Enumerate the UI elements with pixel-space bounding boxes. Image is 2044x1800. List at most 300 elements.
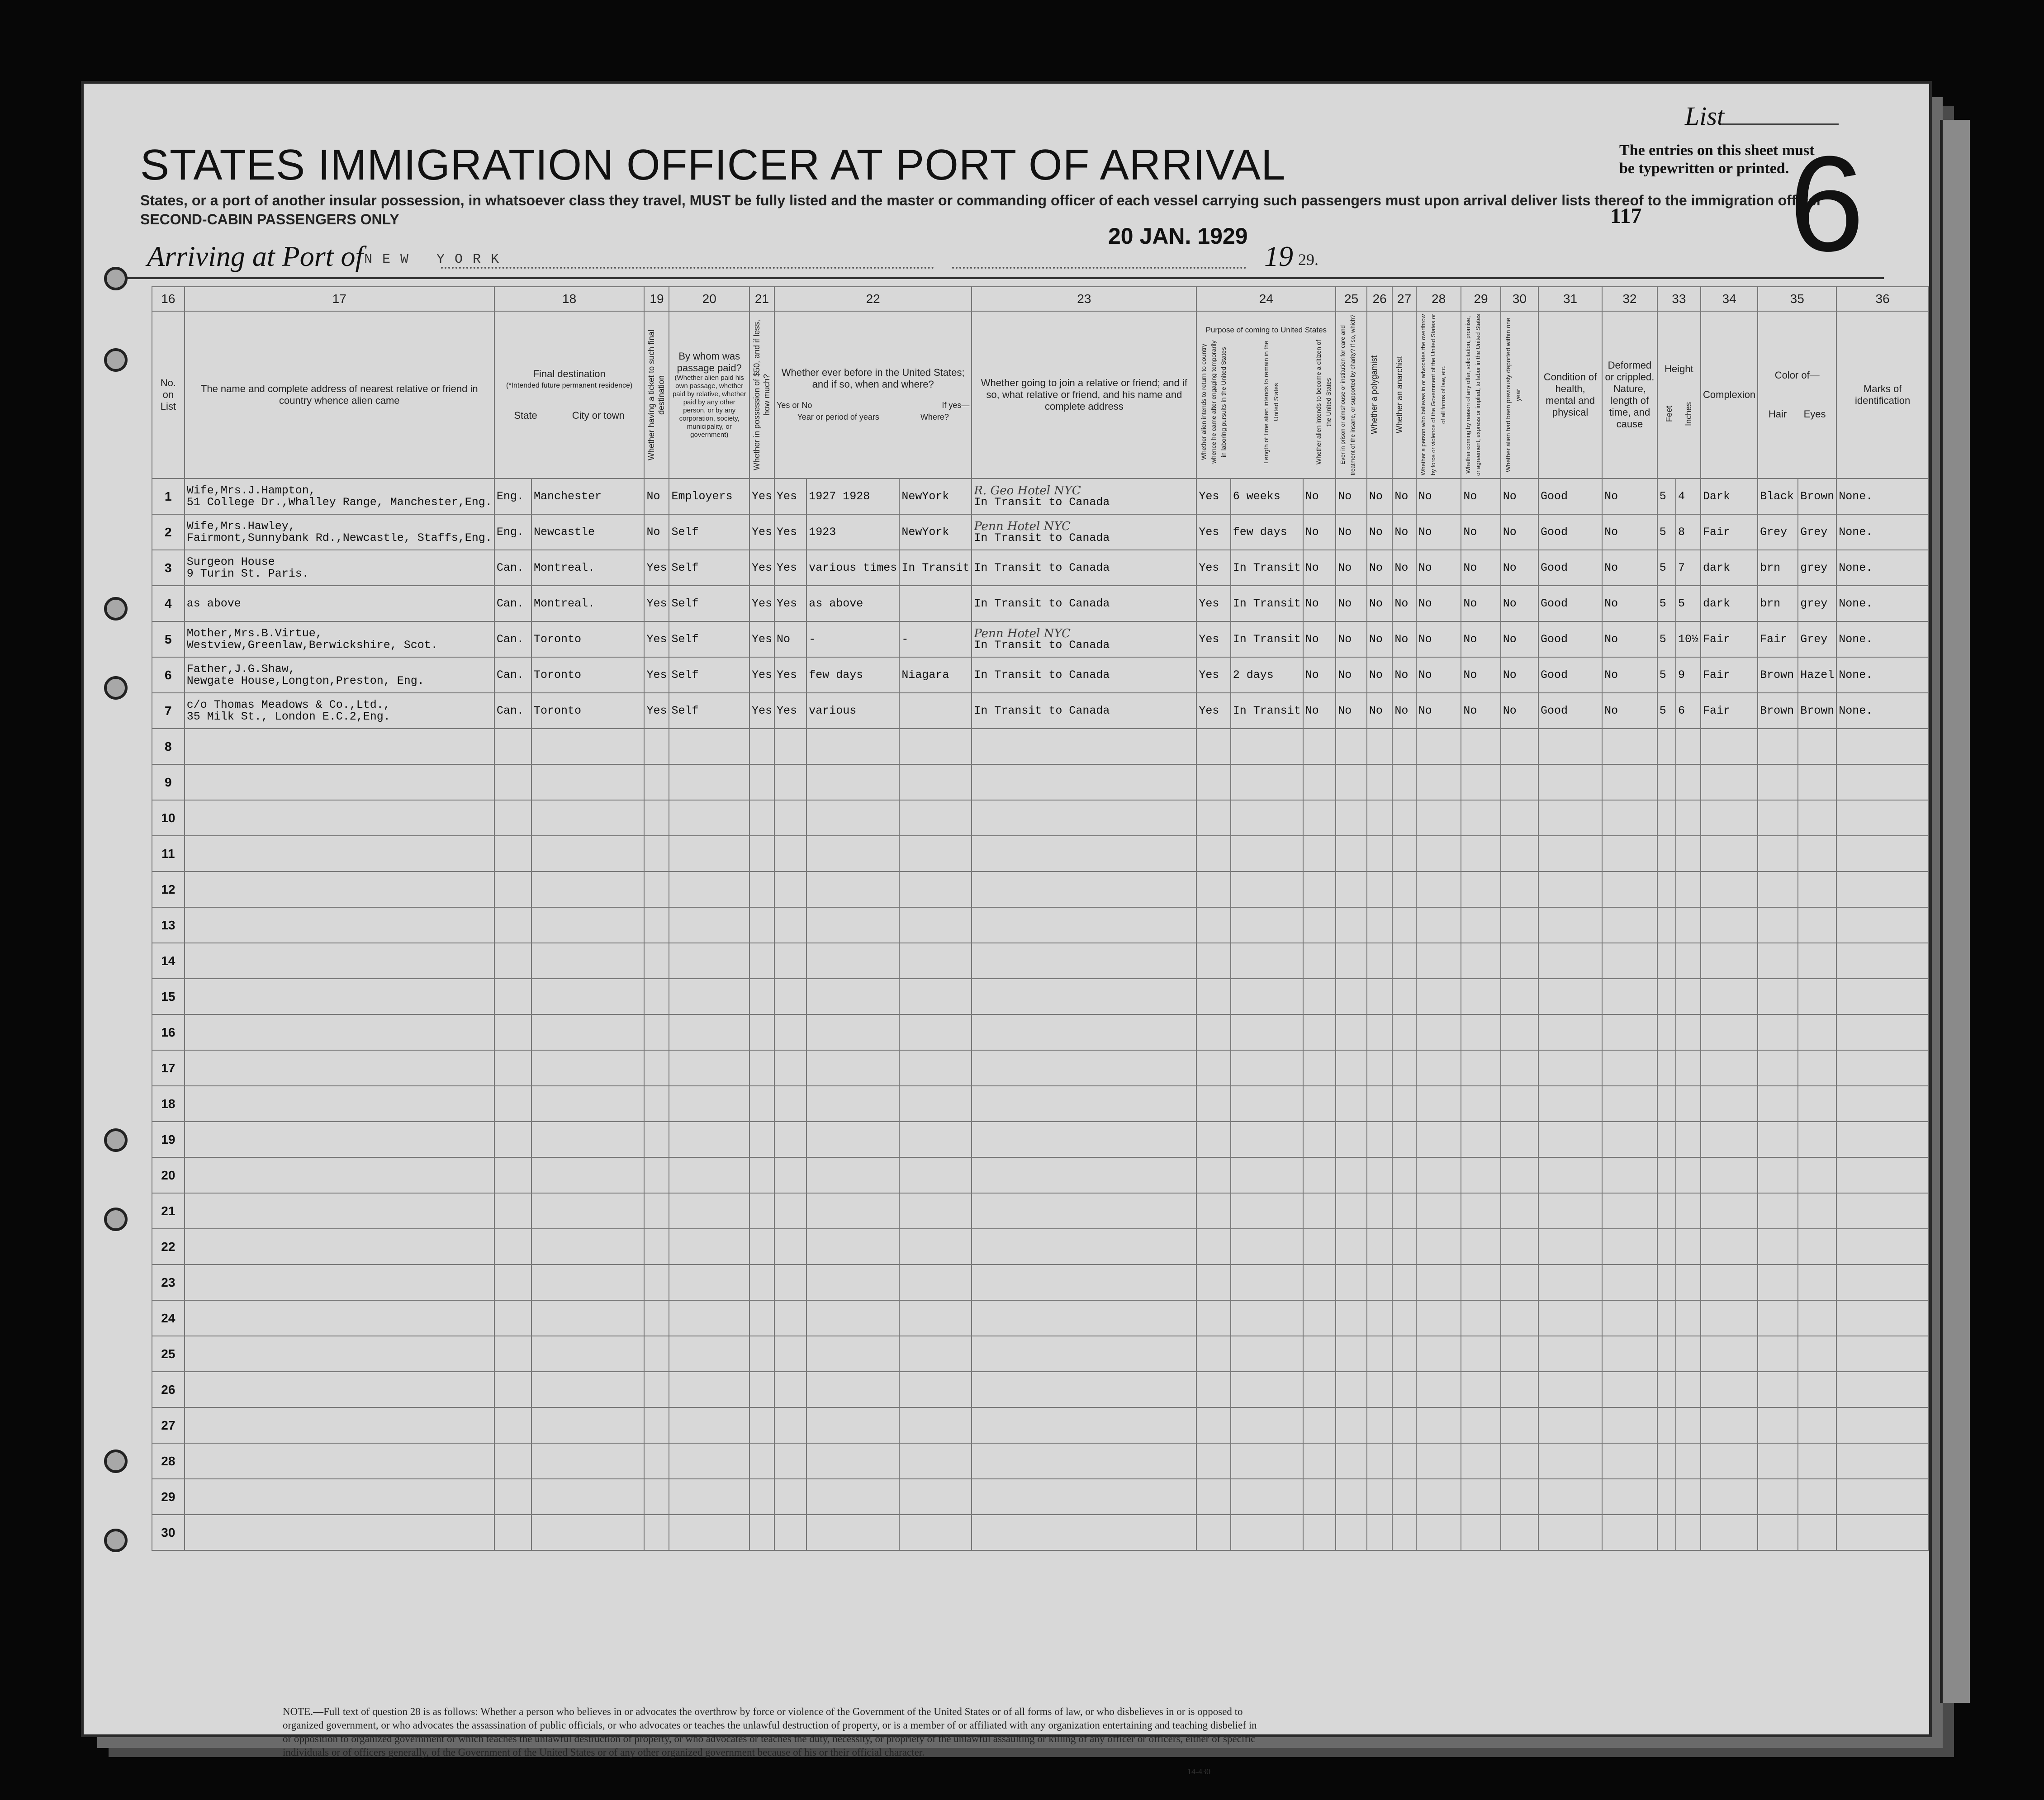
q29-cell: No	[1461, 657, 1500, 693]
empty-cell	[1461, 943, 1500, 979]
empty-cell	[644, 1479, 669, 1515]
empty-cell	[972, 1265, 1196, 1300]
empty-cell	[1392, 1372, 1416, 1407]
empty-cell	[1657, 872, 1676, 907]
nearest-relative-cell: Wife,Mrs.J.Hampton, 51 College Dr.,Whalley Range, Manchester,Eng.	[185, 478, 494, 514]
empty-cell	[972, 1050, 1196, 1086]
poly-cell: No	[1367, 657, 1392, 693]
header-complexion: Complexion	[1701, 311, 1758, 478]
empty-cell	[1758, 1407, 1798, 1443]
manifest-sheet	[84, 84, 1929, 1776]
port-dotted-line	[441, 267, 934, 269]
empty-cell	[1798, 943, 1836, 979]
empty-cell	[1657, 1407, 1676, 1443]
empty-cell	[1303, 979, 1336, 1014]
empty-cell	[1303, 1407, 1336, 1443]
row-number: 17	[152, 1050, 185, 1086]
table-row-empty	[152, 1157, 1929, 1193]
table-row-empty	[152, 979, 1929, 1014]
col-number-33: 33	[1657, 287, 1701, 311]
q29-cell: No	[1461, 478, 1500, 514]
empty-cell	[749, 872, 774, 907]
empty-cell	[1367, 872, 1392, 907]
empty-cell	[644, 729, 669, 764]
empty-cell	[1538, 764, 1602, 800]
empty-cell	[1303, 943, 1336, 979]
empty-cell	[1336, 1265, 1367, 1300]
empty-cell	[1538, 1265, 1602, 1300]
empty-cell	[1758, 979, 1798, 1014]
empty-cell	[1196, 1372, 1230, 1407]
passenger-class-line: SECOND-CABIN PASSENGERS ONLY	[140, 211, 399, 227]
empty-cell	[1367, 979, 1392, 1014]
empty-cell	[749, 1157, 774, 1193]
empty-cell	[1657, 943, 1676, 979]
empty-cell	[806, 1157, 899, 1193]
empty-cell	[1836, 1050, 1929, 1086]
empty-cell	[899, 1229, 972, 1265]
empty-cell	[644, 943, 669, 979]
prison-cell: No	[1336, 478, 1367, 514]
empty-cell	[1538, 1157, 1602, 1193]
empty-cell	[531, 1229, 644, 1265]
before-cell: Yes	[774, 657, 806, 693]
row-number: 24	[152, 1300, 185, 1336]
empty-cell	[806, 943, 899, 979]
empty-cell	[1836, 764, 1929, 800]
anarch-cell: No	[1392, 693, 1416, 729]
anarch-cell: No	[1392, 621, 1416, 657]
citizen-cell: No	[1303, 693, 1336, 729]
empty-cell	[494, 1515, 531, 1550]
empty-cell	[1758, 1300, 1798, 1336]
empty-cell	[1336, 1443, 1367, 1479]
empty-cell	[1367, 1193, 1392, 1229]
col-number-36: 36	[1836, 287, 1929, 311]
deport-cell: No	[1501, 657, 1538, 693]
empty-cell	[1231, 764, 1303, 800]
empty-cell	[1602, 1372, 1657, 1407]
empty-cell	[1798, 764, 1836, 800]
empty-cell	[1602, 943, 1657, 979]
empty-cell	[1501, 764, 1538, 800]
state-cell: Can.	[494, 657, 531, 693]
empty-cell	[1657, 1193, 1676, 1229]
col-number-24: 24	[1196, 287, 1336, 311]
empty-cell	[1461, 1443, 1500, 1479]
empty-cell	[972, 1229, 1196, 1265]
empty-cell	[1657, 1515, 1676, 1550]
empty-cell	[669, 943, 749, 979]
empty-cell	[1676, 1479, 1701, 1515]
ticket-cell: Yes	[644, 586, 669, 621]
empty-cell	[749, 836, 774, 872]
empty-cell	[1538, 800, 1602, 836]
complexion-cell: dark	[1701, 550, 1758, 586]
empty-cell	[749, 1407, 774, 1443]
empty-cell	[1758, 1336, 1798, 1372]
deformed-cell: No	[1602, 586, 1657, 621]
empty-cell	[494, 1050, 531, 1086]
empty-cell	[806, 1193, 899, 1229]
row-number: 10	[152, 800, 185, 836]
empty-cell	[1798, 1265, 1836, 1300]
empty-cell	[774, 1086, 806, 1122]
row-number: 15	[152, 979, 185, 1014]
empty-cell	[1676, 1229, 1701, 1265]
empty-cell	[1701, 1014, 1758, 1050]
empty-cell	[972, 1014, 1196, 1050]
where-cell	[899, 693, 972, 729]
poly-cell: No	[1367, 586, 1392, 621]
empty-cell	[1836, 1122, 1929, 1157]
feet-cell: 5	[1657, 550, 1676, 586]
prison-cell: No	[1336, 621, 1367, 657]
empty-cell	[669, 1157, 749, 1193]
empty-cell	[806, 1407, 899, 1443]
empty-cell	[1538, 1300, 1602, 1336]
table-row-empty	[152, 1407, 1929, 1443]
empty-cell	[669, 1050, 749, 1086]
empty-cell	[1196, 1229, 1230, 1265]
empty-cell	[1416, 872, 1461, 907]
empty-cell	[1336, 872, 1367, 907]
city-cell: Toronto	[531, 693, 644, 729]
row-number: 21	[152, 1193, 185, 1229]
hair-cell: Brown	[1758, 657, 1798, 693]
empty-cell	[1602, 1479, 1657, 1515]
empty-cell	[1701, 1336, 1758, 1372]
col-number-17: 17	[185, 287, 494, 311]
empty-cell	[1392, 764, 1416, 800]
empty-cell	[1231, 1300, 1303, 1336]
empty-cell	[1798, 836, 1836, 872]
row-number: 25	[152, 1336, 185, 1372]
empty-cell	[1416, 979, 1461, 1014]
length-cell: 6 weeks	[1231, 478, 1303, 514]
poly-cell: No	[1367, 514, 1392, 550]
table-row-empty	[152, 1050, 1929, 1086]
empty-cell	[1758, 872, 1798, 907]
col-number-25: 25	[1336, 287, 1367, 311]
hair-cell: Brown	[1758, 693, 1798, 729]
empty-cell	[806, 907, 899, 943]
empty-cell	[1416, 1336, 1461, 1372]
empty-cell	[644, 1443, 669, 1479]
empty-cell	[1538, 1407, 1602, 1443]
empty-cell	[1336, 1300, 1367, 1336]
empty-cell	[1602, 1407, 1657, 1443]
marks-cell: None.	[1836, 621, 1929, 657]
empty-cell	[1758, 1515, 1798, 1550]
empty-cell	[1367, 764, 1392, 800]
empty-cell	[1461, 1014, 1500, 1050]
table-row	[152, 621, 1929, 657]
empty-cell	[1657, 907, 1676, 943]
empty-cell	[1392, 872, 1416, 907]
health-cell: Good	[1538, 478, 1602, 514]
empty-cell	[1836, 836, 1929, 872]
empty-cell	[1602, 764, 1657, 800]
empty-cell	[531, 1014, 644, 1050]
empty-cell	[1798, 1300, 1836, 1336]
col-number-23: 23	[972, 287, 1196, 311]
table-row-empty	[152, 1014, 1929, 1050]
empty-cell	[1602, 907, 1657, 943]
empty-cell	[1602, 1443, 1657, 1479]
empty-cell	[644, 1407, 669, 1443]
header-deformed: Deformed or crippled. Nature, length of time, and cause	[1602, 311, 1657, 478]
empty-cell	[1657, 1479, 1676, 1515]
empty-cell	[899, 1014, 972, 1050]
empty-cell	[531, 1193, 644, 1229]
empty-cell	[774, 764, 806, 800]
empty-cell	[185, 1014, 494, 1050]
empty-cell	[1367, 1122, 1392, 1157]
empty-cell	[494, 1407, 531, 1443]
col-number-28: 28	[1416, 287, 1461, 311]
header-polygamist: Whether a polygamist	[1367, 311, 1392, 478]
return-cell: Yes	[1196, 693, 1230, 729]
empty-cell	[1602, 1157, 1657, 1193]
eyes-cell: Brown	[1798, 693, 1836, 729]
nearest-relative-cell: Father,J.G.Shaw, Newgate House,Longton,Preston, Eng.	[185, 657, 494, 693]
empty-cell	[1461, 979, 1500, 1014]
nearest-relative-cell: as above	[185, 586, 494, 621]
row-number: 16	[152, 1014, 185, 1050]
feet-cell: 5	[1657, 693, 1676, 729]
empty-cell	[531, 1336, 644, 1372]
port-name: NEW YORK	[364, 252, 509, 267]
empty-cell	[1336, 1050, 1367, 1086]
empty-cell	[185, 907, 494, 943]
q29-cell: No	[1461, 550, 1500, 586]
empty-cell	[494, 836, 531, 872]
empty-cell	[1676, 907, 1701, 943]
before-cell: Yes	[774, 514, 806, 550]
empty-cell	[1836, 907, 1929, 943]
empty-cell	[644, 979, 669, 1014]
empty-cell	[1758, 1443, 1798, 1479]
empty-cell	[644, 1122, 669, 1157]
state-cell: Can.	[494, 693, 531, 729]
deport-cell: No	[1501, 478, 1538, 514]
nearest-relative-cell: c/o Thomas Meadows & Co.,Ltd., 35 Milk St., London E.C.2,Eng.	[185, 693, 494, 729]
city-cell: Newcastle	[531, 514, 644, 550]
empty-cell	[185, 1515, 494, 1550]
empty-cell	[531, 1515, 644, 1550]
empty-cell	[1367, 1407, 1392, 1443]
empty-cell	[1657, 836, 1676, 872]
empty-cell	[1367, 1300, 1392, 1336]
empty-cell	[806, 979, 899, 1014]
empty-cell	[1758, 1122, 1798, 1157]
empty-cell	[1701, 1229, 1758, 1265]
years-cell: -	[806, 621, 899, 657]
header-height: Height Feet Inches	[1657, 311, 1701, 478]
empty-cell	[644, 1265, 669, 1300]
empty-cell	[899, 979, 972, 1014]
empty-cell	[1392, 1336, 1416, 1372]
empty-cell	[1538, 1050, 1602, 1086]
poly-cell: No	[1367, 550, 1392, 586]
empty-cell	[1676, 1086, 1701, 1122]
empty-cell	[899, 729, 972, 764]
inches-cell: 8	[1676, 514, 1701, 550]
empty-cell	[1798, 1157, 1836, 1193]
form-number: 14-430	[1187, 1767, 1210, 1776]
table-row	[152, 657, 1929, 693]
empty-cell	[1392, 907, 1416, 943]
empty-cell	[972, 907, 1196, 943]
state-cell: Can.	[494, 586, 531, 621]
join-relative-cell: Penn Hotel NYC In Transit to Canada	[972, 514, 1196, 550]
empty-cell	[1798, 1515, 1836, 1550]
empty-cell	[1501, 1122, 1538, 1157]
empty-cell	[972, 872, 1196, 907]
empty-cell	[1836, 800, 1929, 836]
empty-cell	[1392, 1193, 1416, 1229]
row-number: 19	[152, 1122, 185, 1157]
header-rule	[120, 277, 1884, 279]
empty-cell	[1231, 836, 1303, 872]
return-cell: Yes	[1196, 478, 1230, 514]
empty-cell	[749, 1193, 774, 1229]
prison-cell: No	[1336, 693, 1367, 729]
empty-cell	[1657, 1336, 1676, 1372]
empty-cell	[1392, 800, 1416, 836]
empty-cell	[972, 800, 1196, 836]
empty-cell	[1798, 1479, 1836, 1515]
empty-cell	[1416, 1300, 1461, 1336]
empty-cell	[1676, 943, 1701, 979]
empty-cell	[899, 1443, 972, 1479]
q28-cell: No	[1416, 657, 1461, 693]
empty-cell	[749, 1336, 774, 1372]
empty-cell	[1676, 1265, 1701, 1300]
empty-cell	[1416, 1265, 1461, 1300]
empty-cell	[806, 872, 899, 907]
marks-cell: None.	[1836, 586, 1929, 621]
empty-cell	[669, 907, 749, 943]
empty-cell	[1416, 1229, 1461, 1265]
empty-cell	[1303, 1515, 1336, 1550]
empty-cell	[1392, 836, 1416, 872]
empty-cell	[1798, 1336, 1836, 1372]
empty-cell	[1701, 1479, 1758, 1515]
deformed-cell: No	[1602, 550, 1657, 586]
empty-cell	[972, 1300, 1196, 1336]
empty-cell	[749, 1050, 774, 1086]
paid-cell: Self	[669, 621, 749, 657]
citizen-cell: No	[1303, 621, 1336, 657]
empty-cell	[644, 1014, 669, 1050]
empty-cell	[494, 1300, 531, 1336]
empty-cell	[1676, 1157, 1701, 1193]
empty-cell	[1392, 1479, 1416, 1515]
header-no-on-list: No. on List	[152, 311, 185, 478]
empty-cell	[1676, 1372, 1701, 1407]
empty-cell	[1416, 1193, 1461, 1229]
empty-cell	[1461, 1515, 1500, 1550]
empty-cell	[1367, 1265, 1392, 1300]
empty-cell	[1196, 1300, 1230, 1336]
empty-cell	[774, 1443, 806, 1479]
binder-hole	[104, 348, 128, 372]
empty-cell	[899, 1372, 972, 1407]
empty-cell	[1461, 1336, 1500, 1372]
empty-cell	[1836, 729, 1929, 764]
city-cell: Montreal.	[531, 550, 644, 586]
empty-cell	[806, 1372, 899, 1407]
empty-cell	[1701, 979, 1758, 1014]
complexion-cell: Fair	[1701, 693, 1758, 729]
empty-cell	[531, 979, 644, 1014]
empty-cell	[1461, 1407, 1500, 1443]
empty-cell	[185, 979, 494, 1014]
eyes-cell: Brown	[1798, 478, 1836, 514]
empty-cell	[1367, 943, 1392, 979]
row-number: 2	[152, 514, 185, 550]
empty-cell	[1676, 1336, 1701, 1372]
empty-cell	[1196, 836, 1230, 872]
empty-cell	[1461, 764, 1500, 800]
empty-cell	[669, 1443, 749, 1479]
empty-cell	[749, 1515, 774, 1550]
empty-cell	[1701, 872, 1758, 907]
empty-cell	[1336, 729, 1367, 764]
col-number-19: 19	[644, 287, 669, 311]
empty-cell	[669, 836, 749, 872]
empty-cell	[1676, 1014, 1701, 1050]
empty-cell	[531, 907, 644, 943]
empty-cell	[1231, 1157, 1303, 1193]
empty-cell	[1676, 1122, 1701, 1157]
paid-cell: Self	[669, 550, 749, 586]
empty-cell	[494, 1443, 531, 1479]
empty-cell	[1657, 1229, 1676, 1265]
empty-cell	[1501, 836, 1538, 872]
empty-cell	[1501, 1336, 1538, 1372]
empty-cell	[1416, 1014, 1461, 1050]
empty-cell	[1367, 800, 1392, 836]
empty-cell	[1367, 1086, 1392, 1122]
q29-cell: No	[1461, 621, 1500, 657]
city-cell: Montreal.	[531, 586, 644, 621]
empty-cell	[644, 1336, 669, 1372]
feet-cell: 5	[1657, 586, 1676, 621]
empty-cell	[1836, 1407, 1929, 1443]
empty-cell	[644, 1193, 669, 1229]
empty-cell	[1196, 1479, 1230, 1515]
complexion-cell: dark	[1701, 586, 1758, 621]
empty-cell	[774, 836, 806, 872]
prison-cell: No	[1336, 586, 1367, 621]
deformed-cell: No	[1602, 621, 1657, 657]
empty-cell	[1416, 1157, 1461, 1193]
empty-cell	[1657, 800, 1676, 836]
nearest-relative-cell: Surgeon House 9 Turin St. Paris.	[185, 550, 494, 586]
empty-cell	[806, 1229, 899, 1265]
empty-cell	[749, 907, 774, 943]
empty-cell	[749, 1086, 774, 1122]
empty-cell	[1231, 1122, 1303, 1157]
empty-cell	[1701, 1443, 1758, 1479]
row-number: 1	[152, 478, 185, 514]
empty-cell	[1392, 1515, 1416, 1550]
empty-cell	[644, 872, 669, 907]
table-row-empty	[152, 1122, 1929, 1157]
